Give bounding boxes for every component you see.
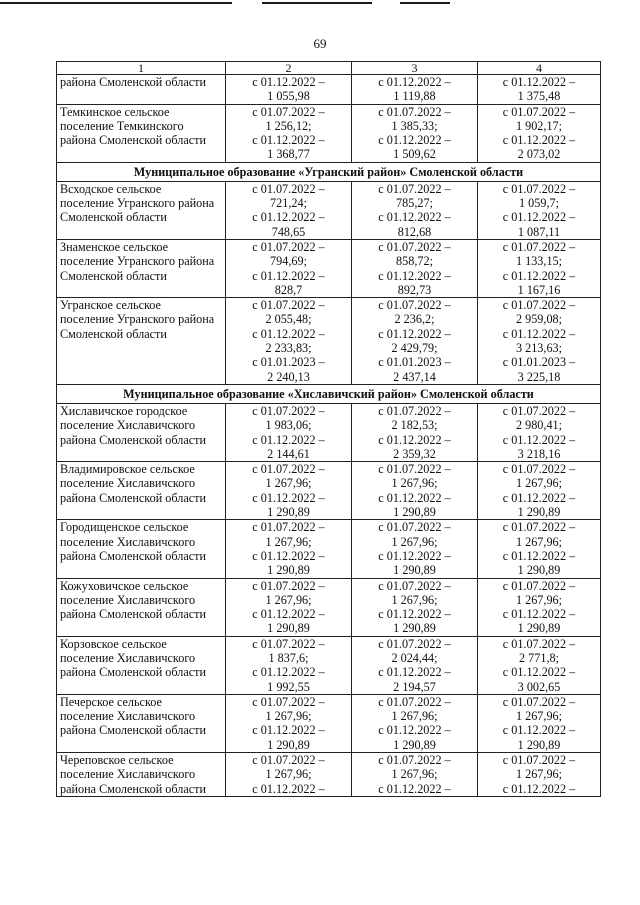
tariff-cell-col3 bbox=[352, 520, 478, 578]
tariff-cell-col3 bbox=[352, 181, 478, 239]
name-line: района Смоленской области bbox=[60, 665, 206, 680]
value-line: 1 385,33; bbox=[391, 118, 438, 133]
value-line: 1 267,96; bbox=[391, 534, 438, 549]
name-line: поселение Хиславичского bbox=[60, 418, 196, 433]
name-line: Темкинское сельское bbox=[60, 104, 170, 119]
value-line: с 01.07.2022 – bbox=[502, 578, 576, 593]
tariff-cell-col2 bbox=[226, 75, 352, 105]
value-line: с 01.07.2022 – bbox=[252, 298, 325, 313]
table-body bbox=[57, 75, 601, 797]
value-line: 1 290,89 bbox=[393, 737, 436, 752]
name-line: поселение Хиславичского bbox=[60, 767, 196, 782]
value-line: 1 290,89 bbox=[393, 505, 436, 520]
value-line: с 01.07.2022 – bbox=[252, 578, 325, 593]
value-line: с 01.12.2022 – bbox=[252, 490, 325, 505]
value-line: 1 256,12; bbox=[265, 118, 312, 133]
value-line: 1 983,06; bbox=[265, 418, 312, 433]
value-line: 1 290,89 bbox=[517, 563, 561, 578]
value-line: с 01.12.2022 – bbox=[252, 781, 325, 796]
value-line: 1 133,15; bbox=[515, 254, 563, 269]
value-line: 1 059,7; bbox=[519, 196, 559, 211]
name-line: Кожуховичское сельское bbox=[60, 578, 189, 593]
value-line: 1 290,89 bbox=[267, 563, 310, 578]
settlement-name-cell bbox=[57, 753, 226, 797]
value-line: 1 087,11 bbox=[517, 224, 561, 239]
tariff-cell-col4 bbox=[478, 75, 601, 105]
settlement-name-cell bbox=[57, 462, 226, 520]
settlement-name-cell bbox=[57, 578, 226, 636]
tariff-cell-col3 bbox=[352, 694, 478, 752]
value-line: с 01.12.2022 – bbox=[378, 133, 451, 148]
name-line: Владимировское сельское bbox=[60, 462, 195, 477]
table-row bbox=[57, 578, 601, 636]
name-line: района Смоленской области bbox=[60, 607, 206, 622]
value-line: с 01.12.2022 – bbox=[378, 607, 451, 622]
value-line: с 01.01.2023 – bbox=[502, 355, 576, 370]
settlement-name-cell bbox=[57, 403, 226, 461]
value-line: 2 429,79; bbox=[391, 341, 438, 356]
name-line: района Смоленской области bbox=[60, 133, 206, 148]
value-line: с 01.12.2022 – bbox=[378, 548, 451, 563]
value-line: 1 267,96; bbox=[265, 534, 312, 549]
tariff-cell-col3 bbox=[352, 753, 478, 797]
value-line: с 01.12.2022 – bbox=[252, 75, 325, 89]
page-number: 69 bbox=[313, 36, 327, 51]
value-line: 1 267,96; bbox=[265, 709, 312, 724]
name-line: района Смоленской области bbox=[60, 723, 206, 738]
value-line: с 01.12.2022 – bbox=[252, 133, 325, 148]
value-line: 1 267,96; bbox=[265, 476, 312, 491]
table-row bbox=[57, 636, 601, 694]
value-line: с 01.12.2022 – bbox=[378, 326, 451, 341]
value-line: 2 359,32 bbox=[393, 446, 436, 461]
value-line: 1 267,96; bbox=[515, 534, 563, 549]
value-line: 785,27; bbox=[396, 196, 433, 211]
name-line: Всходское сельское bbox=[60, 181, 162, 196]
tariff-cell-col2 bbox=[226, 520, 352, 578]
value-line: 1 267,96; bbox=[515, 592, 563, 607]
settlement-name-cell bbox=[57, 298, 226, 385]
scan-rule-segment bbox=[262, 2, 372, 4]
tariff-cell-col2 bbox=[226, 753, 352, 797]
value-line: 1 167,16 bbox=[517, 282, 561, 297]
value-line: с 01.12.2022 – bbox=[378, 432, 451, 447]
tariff-cell-col2 bbox=[226, 104, 352, 162]
value-line: 1 290,89 bbox=[267, 737, 310, 752]
value-line: с 01.12.2022 – bbox=[502, 607, 576, 622]
value-line: 2 073,02 bbox=[517, 147, 561, 162]
tariff-cell-col3 bbox=[352, 403, 478, 461]
value-line: 2 233,83; bbox=[265, 341, 312, 356]
value-line: 2 771,8; bbox=[519, 650, 559, 665]
value-line: 1 290,89 bbox=[267, 621, 310, 636]
table-row bbox=[57, 298, 601, 385]
name-line: Хиславичское городское bbox=[60, 403, 188, 418]
value-line: 1 267,96; bbox=[515, 709, 563, 724]
value-line: 3 002,65 bbox=[517, 679, 561, 694]
section-header-row bbox=[57, 384, 601, 403]
name-line: поселение Хиславичского bbox=[60, 476, 196, 491]
value-line: с 01.12.2022 – bbox=[378, 490, 451, 505]
tariff-cell-col4 bbox=[478, 462, 601, 520]
value-line: 1 055,98 bbox=[267, 89, 310, 104]
name-line: Корзовское сельское bbox=[60, 636, 167, 651]
table-row bbox=[57, 75, 601, 105]
settlement-name-cell bbox=[57, 104, 226, 162]
value-line: 1 267,96; bbox=[265, 592, 312, 607]
value-line: с 01.07.2022 – bbox=[378, 753, 451, 768]
scan-rule-segment bbox=[0, 2, 232, 4]
settlement-name-cell bbox=[57, 181, 226, 239]
value-line: 1 267,96; bbox=[515, 767, 563, 782]
settlement-name-cell bbox=[57, 694, 226, 752]
name-line: поселение Угранского района bbox=[60, 254, 215, 269]
tariff-cell-col3 bbox=[352, 75, 478, 105]
name-line: Угранское сельское bbox=[60, 298, 161, 313]
name-line: района Смоленской области bbox=[60, 490, 206, 505]
value-line: с 01.12.2022 – bbox=[502, 432, 576, 447]
value-line: с 01.07.2022 – bbox=[378, 403, 451, 418]
value-line: с 01.07.2022 – bbox=[252, 520, 325, 535]
value-line: с 01.07.2022 – bbox=[378, 578, 451, 593]
value-line: с 01.12.2022 – bbox=[502, 665, 576, 680]
tariff-cell-col4 bbox=[478, 636, 601, 694]
value-line: с 01.12.2022 – bbox=[378, 268, 451, 283]
value-line: с 01.07.2022 – bbox=[252, 104, 325, 119]
value-line: 2 437,14 bbox=[393, 369, 436, 384]
tariff-cell-col3 bbox=[352, 239, 478, 297]
name-line: Печерское сельское bbox=[60, 694, 162, 709]
value-line: 2 194,57 bbox=[393, 679, 436, 694]
scan-rule-segment bbox=[400, 2, 450, 4]
value-line: 858,72; bbox=[396, 254, 433, 269]
table-row bbox=[57, 239, 601, 297]
section-header-row bbox=[57, 162, 601, 181]
tariff-cell-col3 bbox=[352, 578, 478, 636]
settlement-name-cell bbox=[57, 636, 226, 694]
value-line: с 01.12.2022 – bbox=[502, 490, 576, 505]
value-line: с 01.07.2022 – bbox=[378, 239, 451, 254]
value-line: 1 267,96; bbox=[391, 767, 438, 782]
value-line: с 01.12.2022 – bbox=[252, 665, 325, 680]
name-line: района Смоленской области bbox=[60, 548, 206, 563]
value-line: с 01.07.2022 – bbox=[378, 298, 451, 313]
tariff-cell-col4 bbox=[478, 520, 601, 578]
value-line: 1 119,88 bbox=[393, 89, 436, 104]
value-line: с 01.12.2022 – bbox=[502, 133, 576, 148]
value-line: с 01.12.2022 – bbox=[378, 723, 451, 738]
tariff-cell-col4 bbox=[478, 578, 601, 636]
value-line: 3 225,18 bbox=[517, 369, 561, 384]
value-line: 1 290,89 bbox=[517, 737, 561, 752]
name-line: Смоленской области bbox=[60, 210, 167, 225]
column-header: 4 bbox=[478, 62, 601, 75]
tariff-table bbox=[56, 61, 601, 797]
name-line: поселение Хиславичского bbox=[60, 534, 196, 549]
value-line: с 01.07.2022 – bbox=[252, 636, 325, 651]
value-line: с 01.07.2022 – bbox=[502, 104, 576, 119]
value-line: с 01.07.2022 – bbox=[502, 181, 576, 196]
value-line: 1 267,96; bbox=[391, 709, 438, 724]
table-row bbox=[57, 403, 601, 461]
value-line: 1 267,96; bbox=[391, 592, 438, 607]
value-line: с 01.12.2022 – bbox=[378, 75, 451, 89]
tariff-cell-col4 bbox=[478, 403, 601, 461]
tariff-cell-col4 bbox=[478, 298, 601, 385]
tariff-cell-col2 bbox=[226, 636, 352, 694]
value-line: с 01.12.2022 – bbox=[502, 75, 576, 89]
value-line: с 01.07.2022 – bbox=[502, 239, 576, 254]
settlement-name-cell bbox=[57, 75, 226, 105]
value-line: 1 902,17; bbox=[515, 118, 563, 133]
value-line: с 01.12.2022 – bbox=[252, 210, 325, 225]
tariff-cell-col2 bbox=[226, 462, 352, 520]
value-line: с 01.07.2022 – bbox=[378, 520, 451, 535]
value-line: 1 267,96; bbox=[515, 476, 563, 491]
value-line: с 01.07.2022 – bbox=[252, 239, 325, 254]
value-line: 2 182,53; bbox=[391, 418, 438, 433]
value-line: с 01.07.2022 – bbox=[502, 636, 576, 651]
tariff-cell-col4 bbox=[478, 104, 601, 162]
table-row bbox=[57, 520, 601, 578]
value-line: 1 290,89 bbox=[393, 563, 436, 578]
tariff-cell-col2 bbox=[226, 298, 352, 385]
value-line: 892,73 bbox=[397, 282, 432, 297]
value-line: с 01.07.2022 – bbox=[252, 753, 325, 768]
value-line: с 01.07.2022 – bbox=[252, 694, 325, 709]
column-header: 1 bbox=[57, 62, 226, 75]
value-line: 2 055,48; bbox=[265, 312, 312, 327]
name-line: Смоленской области bbox=[60, 268, 167, 283]
value-line: 1 290,89 bbox=[517, 505, 561, 520]
value-line: с 01.07.2022 – bbox=[252, 403, 325, 418]
value-line: 3 213,63; bbox=[515, 341, 563, 356]
value-line: с 01.12.2022 – bbox=[378, 665, 451, 680]
name-line: Городищенское сельское bbox=[60, 520, 189, 535]
value-line: с 01.07.2022 – bbox=[378, 104, 451, 119]
value-line: 794,69; bbox=[270, 254, 307, 269]
value-line: 1 509,62 bbox=[393, 147, 436, 162]
name-line: поселение Хиславичского bbox=[60, 709, 196, 724]
name-line: района Смоленской области bbox=[60, 432, 206, 447]
value-line: 1 368,77 bbox=[267, 147, 310, 162]
value-line: 1 992,55 bbox=[267, 679, 310, 694]
tariff-cell-col2 bbox=[226, 694, 352, 752]
tariff-cell-col3 bbox=[352, 462, 478, 520]
value-line: с 01.12.2022 – bbox=[252, 548, 325, 563]
value-line: с 01.01.2023 – bbox=[378, 355, 451, 370]
value-line: с 01.07.2022 – bbox=[252, 462, 325, 477]
name-line: Смоленской области bbox=[60, 326, 167, 341]
name-line: поселение Угранского района bbox=[60, 312, 215, 327]
name-line: Знаменское сельское bbox=[60, 239, 169, 254]
table-row bbox=[57, 753, 601, 797]
section-title: Муниципальное образование «Хиславичский район» Смоленской области bbox=[57, 384, 601, 403]
value-line: 2 240,13 bbox=[267, 369, 310, 384]
value-line: с 01.07.2022 – bbox=[502, 298, 576, 313]
value-line: с 01.12.2022 – bbox=[502, 268, 576, 283]
value-line: 1 837,6; bbox=[268, 650, 309, 665]
value-line: с 01.01.2023 – bbox=[252, 355, 325, 370]
value-line: 3 218,16 bbox=[517, 446, 561, 461]
value-line: с 01.12.2022 – bbox=[502, 548, 576, 563]
table-row bbox=[57, 181, 601, 239]
value-line: с 01.07.2022 – bbox=[378, 181, 451, 196]
scan-top-rule bbox=[0, 0, 640, 12]
value-line: 721,24; bbox=[270, 196, 307, 211]
tariff-cell-col2 bbox=[226, 239, 352, 297]
value-line: 1 375,48 bbox=[517, 89, 561, 104]
value-line: 748,65 bbox=[271, 224, 306, 239]
value-line: 2 236,2; bbox=[394, 312, 435, 327]
value-line: с 01.07.2022 – bbox=[378, 462, 451, 477]
settlement-name-cell bbox=[57, 520, 226, 578]
name-line: района Смоленской области bbox=[60, 781, 206, 796]
name-line: Череповское сельское bbox=[60, 753, 174, 768]
value-line: с 01.07.2022 – bbox=[502, 403, 576, 418]
value-line: с 01.07.2022 – bbox=[502, 694, 576, 709]
value-line: 2 024,44; bbox=[391, 650, 438, 665]
value-line: с 01.07.2022 – bbox=[378, 636, 451, 651]
value-line: с 01.12.2022 – bbox=[378, 210, 451, 225]
tariff-cell-col2 bbox=[226, 403, 352, 461]
value-line: 812,68 bbox=[397, 224, 432, 239]
value-line: с 01.07.2022 – bbox=[502, 753, 576, 768]
value-line: 2 144,61 bbox=[267, 446, 310, 461]
value-line: с 01.12.2022 – bbox=[252, 432, 325, 447]
value-line: 1 267,96; bbox=[391, 476, 438, 491]
table-row bbox=[57, 462, 601, 520]
value-line: с 01.12.2022 – bbox=[252, 326, 325, 341]
value-line: с 01.12.2022 – bbox=[378, 781, 451, 796]
tariff-cell-col4 bbox=[478, 181, 601, 239]
tariff-cell-col3 bbox=[352, 636, 478, 694]
tariff-cell-col2 bbox=[226, 578, 352, 636]
value-line: 2 980,41; bbox=[515, 418, 563, 433]
section-title: Муниципальное образование «Угранский район» Смоленской области bbox=[57, 162, 601, 181]
name-line: поселение Хиславичского bbox=[60, 592, 196, 607]
tariff-cell-col3 bbox=[352, 298, 478, 385]
name-line: поселение Хиславичского bbox=[60, 650, 196, 665]
value-line: с 01.12.2022 – bbox=[252, 723, 325, 738]
value-line: 2 959,08; bbox=[515, 312, 563, 327]
tariff-cell-col2 bbox=[226, 181, 352, 239]
column-header: 2 bbox=[226, 62, 352, 75]
tariff-cell-col4 bbox=[478, 239, 601, 297]
tariff-cell-col3 bbox=[352, 104, 478, 162]
value-line: с 01.07.2022 – bbox=[502, 520, 576, 535]
value-line: 828,7 bbox=[274, 282, 303, 297]
value-line: с 01.12.2022 – bbox=[502, 723, 576, 738]
value-line: с 01.07.2022 – bbox=[252, 181, 325, 196]
column-header: 3 bbox=[352, 62, 478, 75]
table-header-row bbox=[57, 62, 601, 75]
table-row bbox=[57, 104, 601, 162]
tariff-cell-col4 bbox=[478, 694, 601, 752]
table-row bbox=[57, 694, 601, 752]
value-line: с 01.12.2022 – bbox=[252, 268, 325, 283]
value-line: 1 290,89 bbox=[267, 505, 310, 520]
name-line: района Смоленской области bbox=[60, 75, 206, 89]
name-line: поселение Темкинского bbox=[60, 118, 184, 133]
value-line: с 01.12.2022 – bbox=[502, 210, 576, 225]
value-line: с 01.12.2022 – bbox=[252, 607, 325, 622]
value-line: 1 290,89 bbox=[517, 621, 561, 636]
value-line: 1 290,89 bbox=[393, 621, 436, 636]
value-line: с 01.07.2022 – bbox=[502, 462, 576, 477]
value-line: с 01.07.2022 – bbox=[378, 694, 451, 709]
value-line: с 01.12.2022 – bbox=[502, 326, 576, 341]
value-line: 1 267,96; bbox=[265, 767, 312, 782]
tariff-cell-col4 bbox=[478, 753, 601, 797]
settlement-name-cell bbox=[57, 239, 226, 297]
value-line: с 01.12.2022 – bbox=[502, 781, 576, 796]
name-line: поселение Угранского района bbox=[60, 196, 215, 211]
